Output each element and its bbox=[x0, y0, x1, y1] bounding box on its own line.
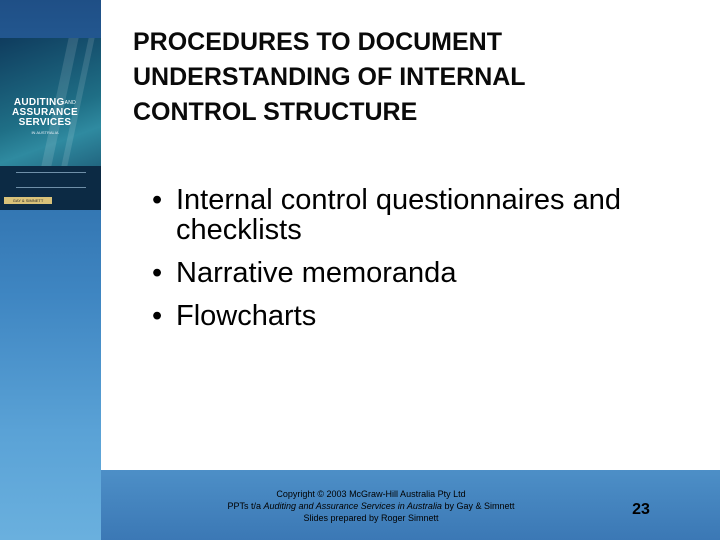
book-cover-fine-print bbox=[16, 172, 86, 188]
bullet-list bbox=[152, 185, 712, 344]
ppts-suffix: by Gay & Simnett bbox=[441, 501, 515, 511]
bullet-item: • Narrative memoranda bbox=[152, 258, 712, 288]
ppts-prefix: PPTs t/a bbox=[227, 501, 264, 511]
footer-credits bbox=[171, 488, 571, 524]
prepared-by-line: Slides prepared by Roger Simnett bbox=[303, 513, 439, 523]
page-number: 23 bbox=[632, 501, 650, 518]
book-cover-subtitle: IN AUSTRALIA bbox=[31, 130, 59, 135]
ppts-line bbox=[171, 500, 571, 512]
copyright-line: Copyright © 2003 McGraw-Hill Australia Pty Ltd bbox=[276, 489, 466, 499]
slide-title-line: UNDERSTANDING OF INTERNAL bbox=[133, 63, 526, 91]
bullet-item: • Flowcharts bbox=[152, 301, 712, 331]
slide-title-line: CONTROL STRUCTURE bbox=[133, 98, 418, 126]
book-cover-title: $AUDITING^{AND}$ ASSURANCE SERVICES bbox=[11, 97, 79, 128]
slide-title bbox=[133, 25, 693, 130]
left-sidebar-band bbox=[0, 0, 101, 540]
book-cover-authors: GAY & SIMNETT bbox=[4, 197, 52, 204]
bullet-item: • Internal control questionnaires and checklists bbox=[152, 185, 712, 245]
book-title: Auditing and Assurance Services in Australia bbox=[263, 501, 442, 511]
footer-band bbox=[101, 470, 720, 540]
slide-title-line: PROCEDURES TO DOCUMENT bbox=[133, 28, 503, 56]
book-cover-image bbox=[0, 38, 101, 210]
